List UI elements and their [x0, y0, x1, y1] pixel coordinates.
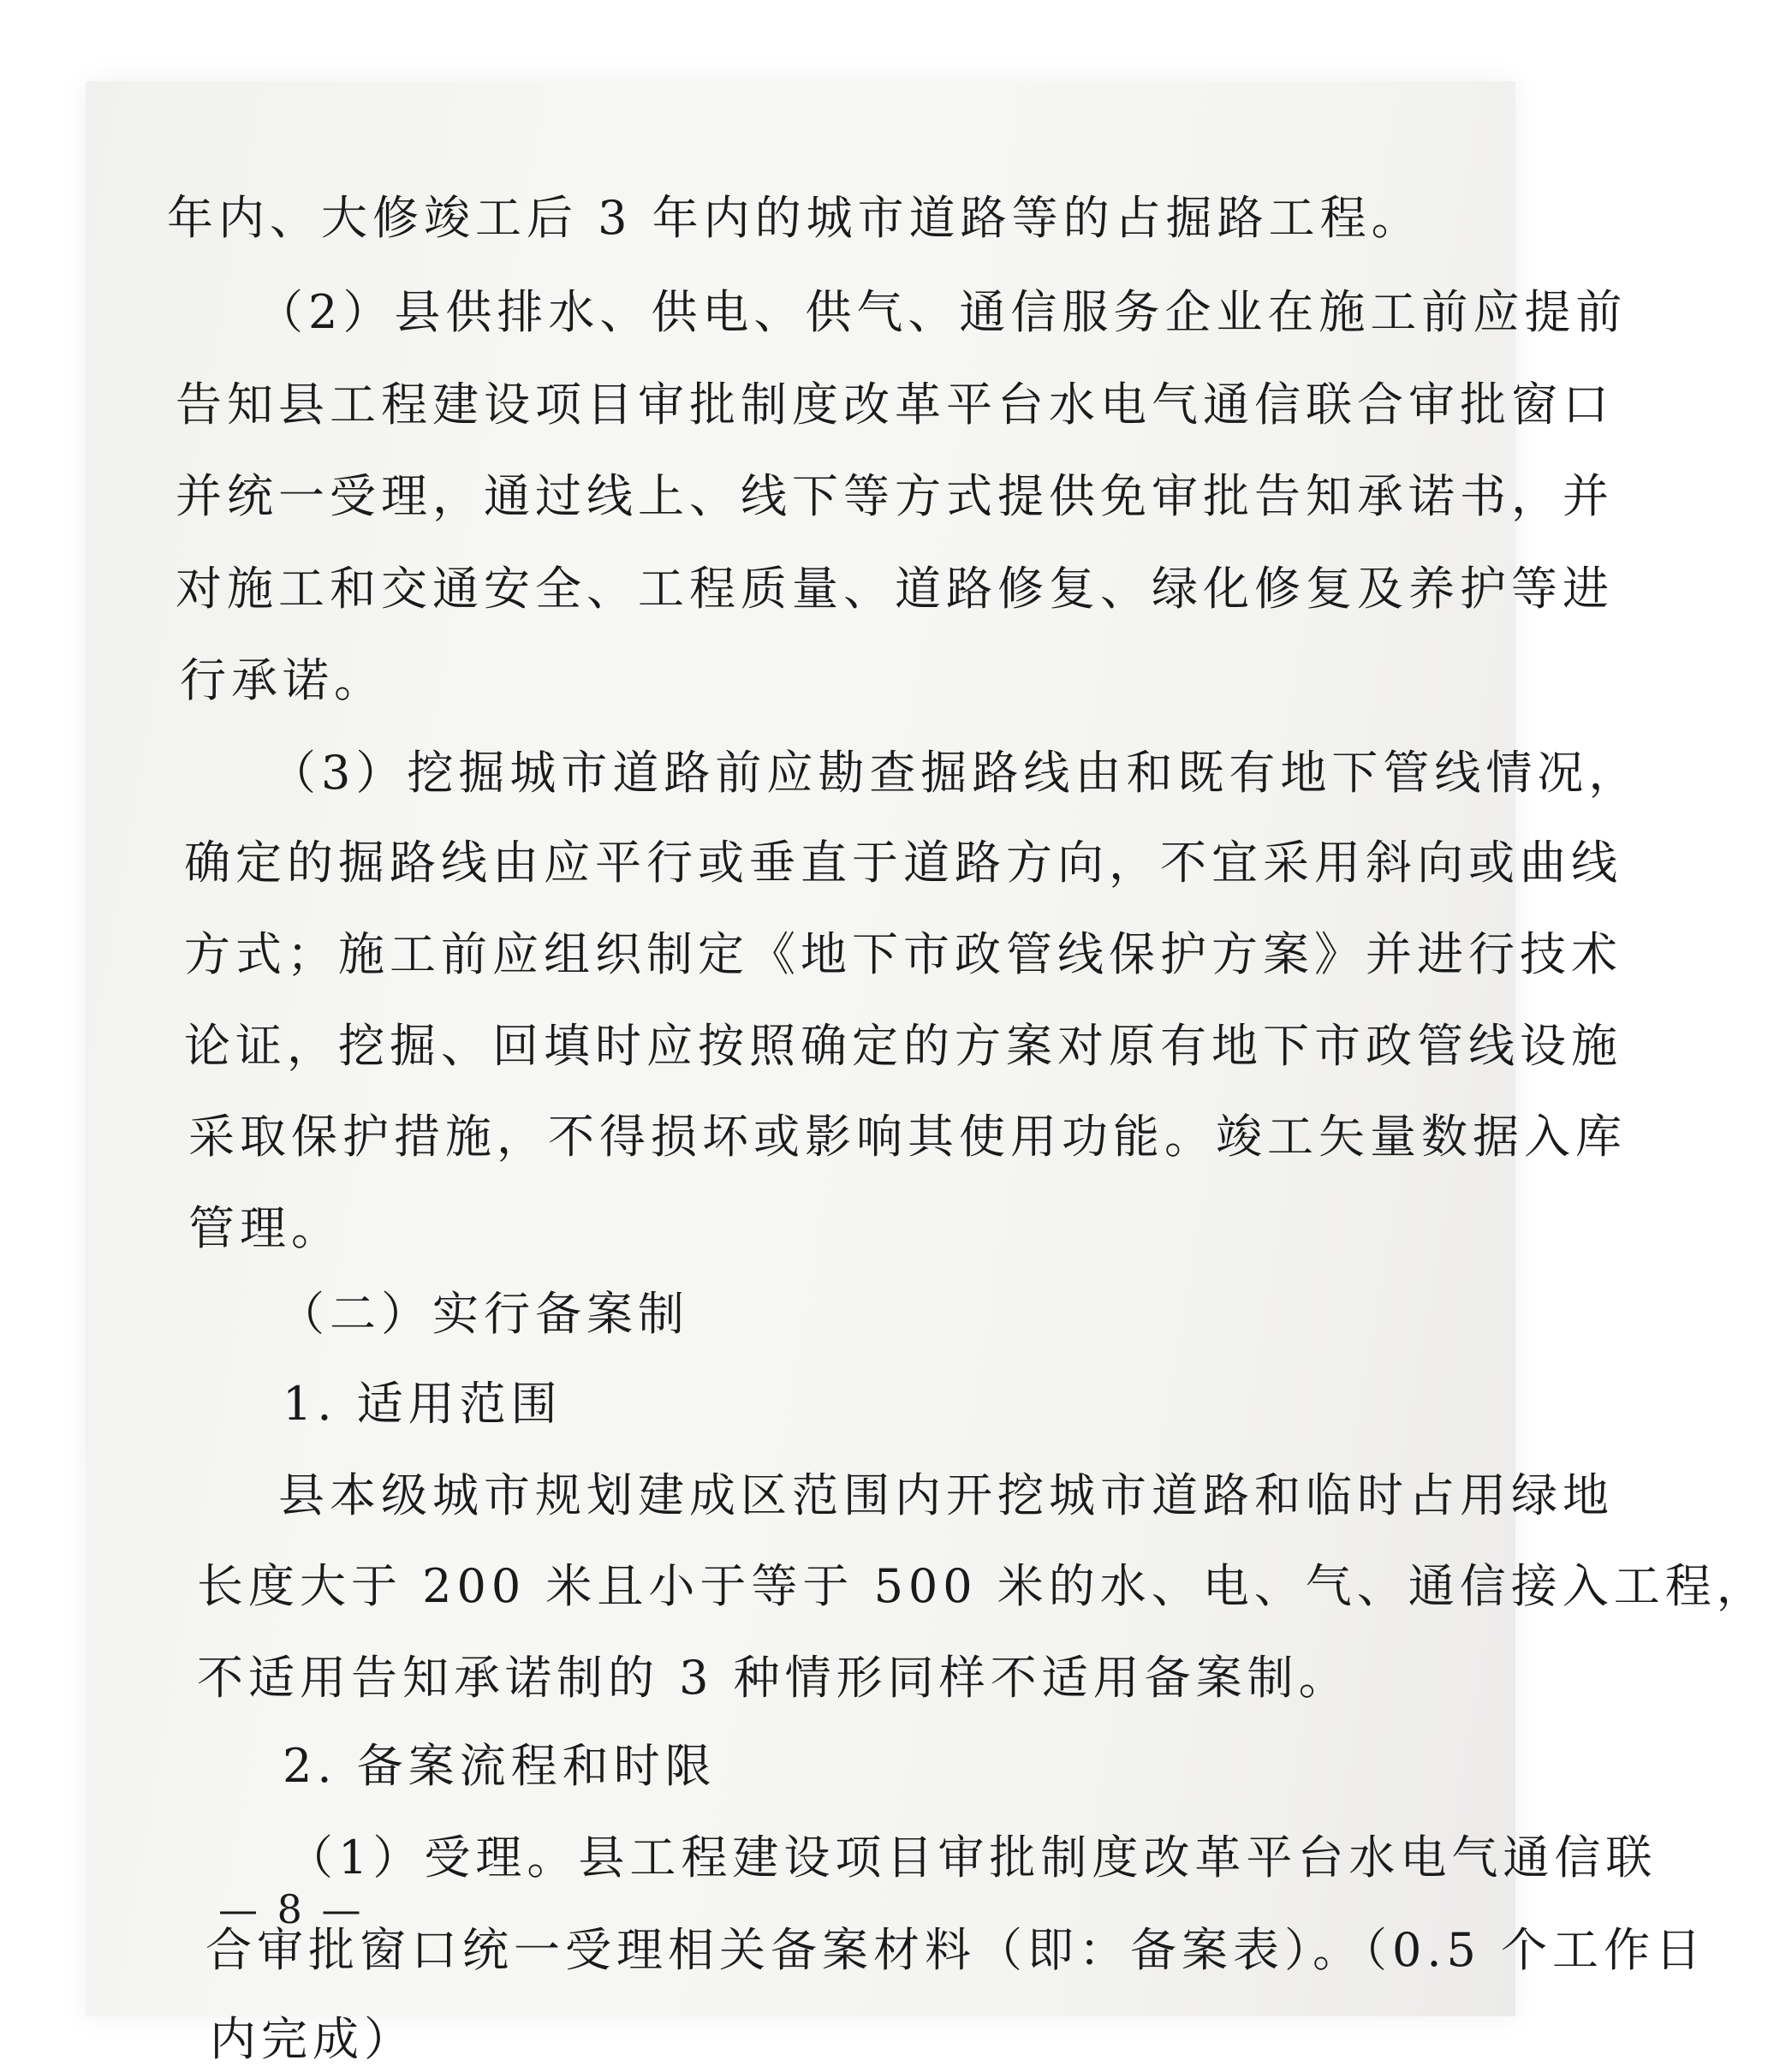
text-line-21: 内完成） — [210, 2012, 415, 2066]
document-page — [86, 81, 1768, 2066]
text-line-6: 行承诺。 — [180, 653, 385, 707]
text-line-20: 合审批窗口统一受理相关备案材料（即：备案表）。（0.5 个工作日 — [205, 1923, 1707, 1977]
text-line-9: 方式；施工前应组织制定《地下市政管线保护方案》并进行技术 — [184, 927, 1622, 981]
text-line-17: 不适用告知承诺制的 3 种情形同样不适用备案制。 — [197, 1651, 1350, 1705]
text-line-5: 对施工和交通安全、工程质量、道路修复、绿化修复及养护等进 — [176, 562, 1614, 616]
text-line-19: （1）受理。县工程建设项目审批制度改革平台水电气通信联 — [287, 1831, 1658, 1884]
text-line-2: （2）县供排水、供电、供气、通信服务企业在施工前应提前 — [257, 285, 1628, 339]
text-line-1: 年内、大修竣工后 3 年内的城市道路等的占掘路工程。 — [167, 191, 1423, 245]
text-line-7: （3）挖掘城市道路前应勘查掘路线由和既有地下管线情况， — [270, 746, 1640, 800]
text-line-11: 采取保护措施，不得损坏或影响其使用功能。竣工矢量数据入库 — [188, 1110, 1627, 1164]
text-line-10: 论证，挖掘、回填时应按照确定的方案对原有地下市政管线设施 — [184, 1019, 1622, 1073]
page-number: — 8 — — [218, 1886, 365, 1932]
subsection-heading-2: 2. 备案流程和时限 — [283, 1739, 717, 1793]
text-line-16: 长度大于 200 米且小于等于 500 米的水、电、气、通信接入工程， — [197, 1559, 1768, 1613]
subsection-heading-1: 1. 适用范围 — [283, 1377, 563, 1431]
text-line-3: 告知县工程建设项目审批制度改革平台水电气通信联合审批窗口 — [176, 378, 1614, 432]
section-heading: （二）实行备案制 — [278, 1287, 689, 1341]
text-line-4: 并统一受理，通过线上、线下等方式提供免审批告知承诺书，并 — [176, 469, 1614, 523]
text-line-15: 县本级城市规划建成区范围内开挖城市道路和临时占用绿地 — [278, 1468, 1614, 1522]
text-line-12: 管理。 — [188, 1201, 342, 1255]
text-line-8: 确定的掘路线由应平行或垂直于道路方向，不宜采用斜向或曲线 — [184, 836, 1622, 890]
